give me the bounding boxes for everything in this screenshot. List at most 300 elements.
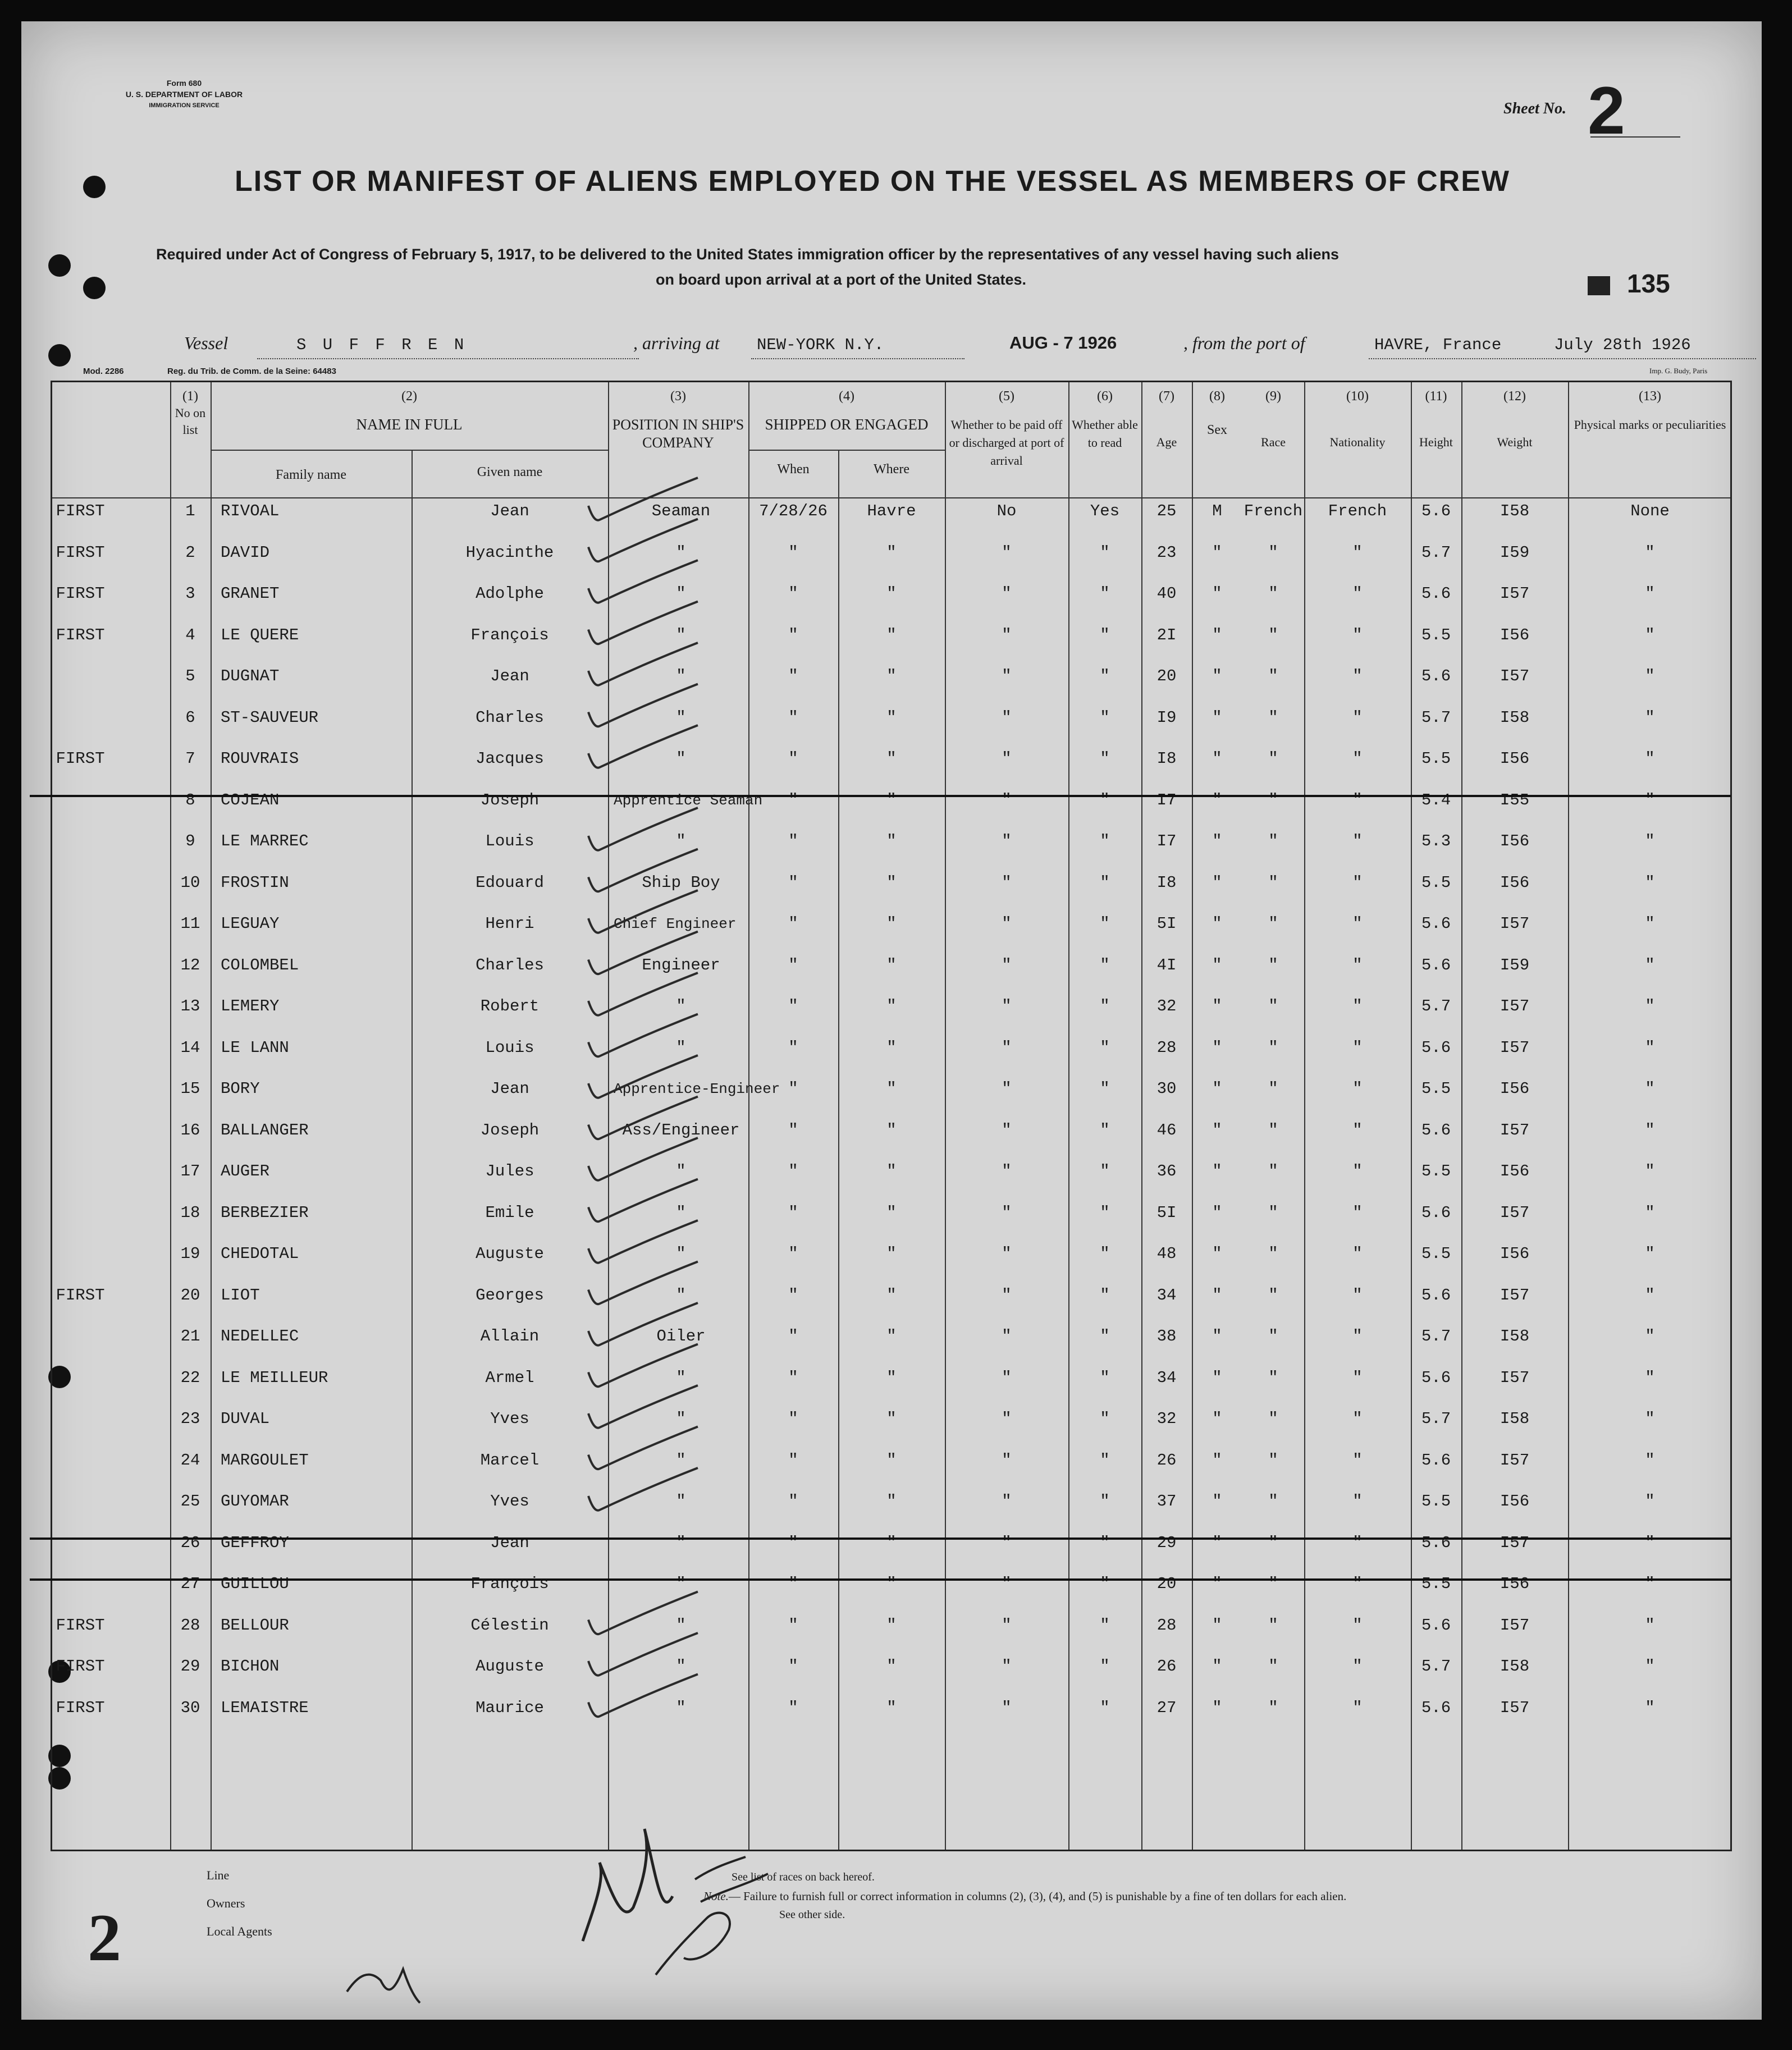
nationality: " [1352,1038,1363,1057]
list-number: 27 [180,1575,200,1593]
age: 34 [1156,1368,1177,1387]
race: " [1268,955,1278,974]
sex: " [1212,1698,1222,1717]
col12-label: Weight [1497,435,1533,449]
race: " [1268,1492,1278,1511]
sex: " [1212,1120,1222,1140]
col-divider [412,450,413,1850]
sex: " [1212,873,1222,892]
col6-label: Whether able to read [1072,418,1138,450]
col10-number: (10) [1346,389,1369,404]
able-to-read: " [1100,1079,1110,1098]
first-class-mark [30,1325,131,1348]
age: 36 [1156,1162,1177,1180]
able-to-read: " [1100,749,1110,768]
family-name: ROUVRAIS [221,749,299,768]
col-divider [838,450,839,1850]
nationality: " [1352,625,1363,644]
family-name: GUYOMAR [221,1492,289,1511]
physical-marks: " [1645,1616,1655,1635]
paid-off: " [1002,1038,1012,1057]
position: " [676,1698,686,1717]
paid-off: " [1002,790,1012,809]
col4-header [748,388,945,433]
paid-off: " [1002,1120,1012,1140]
arrival-date-stamp: AUG - 7 1926 [1009,333,1117,353]
height: 5.6 [1421,914,1451,933]
handwritten-signature [560,1795,796,2008]
age: 40 [1156,584,1177,603]
height: 5.6 [1421,1368,1451,1387]
shipped-when: " [788,1038,798,1057]
weight: I58 [1500,1327,1530,1346]
sex: " [1212,832,1222,850]
col7-number: (7) [1159,389,1174,404]
list-number: 25 [180,1492,200,1511]
family-name: BALLANGER [221,1120,309,1140]
given-name: Marcel [480,1450,540,1470]
col1-number: (1) [182,389,198,404]
first-class-mark: FIRST [56,1657,105,1676]
given-name: Edouard [476,873,544,892]
shipped-where: " [886,1038,897,1057]
sex: " [1212,1616,1222,1635]
shipped-where: " [886,1244,897,1263]
height: 5.6 [1421,1038,1451,1057]
physical-marks: " [1645,1410,1655,1428]
list-number: 11 [180,914,200,933]
given-name-header: Given name [477,465,543,479]
paid-off: " [1002,1575,1012,1593]
able-to-read: " [1100,667,1110,685]
family-name: LIOT [221,1285,260,1305]
col11-number: (11) [1425,389,1447,404]
punch-hole [83,277,106,299]
able-to-read: " [1100,1327,1110,1346]
height: 5.5 [1421,1244,1451,1263]
family-name: DAVID [221,543,270,562]
header-divider [211,450,608,451]
age: 37 [1156,1492,1177,1511]
list-number: 6 [185,708,195,727]
shipped-when: " [788,1244,798,1263]
weight: I57 [1500,584,1530,603]
list-number: 5 [185,667,195,685]
sheet-number-underline [1590,136,1680,138]
nationality: French [1328,502,1387,520]
race: " [1268,1616,1278,1635]
height: 5.6 [1421,1450,1451,1470]
col2-label: NAME IN FULL [356,416,463,433]
age: 32 [1156,1410,1177,1428]
age: 48 [1156,1244,1177,1263]
family-name: LE LANN [221,1038,289,1057]
family-name: DUVAL [221,1410,270,1428]
able-to-read: " [1100,790,1110,809]
height: 5.6 [1421,667,1451,685]
sex: " [1212,1327,1222,1346]
first-class-mark: FIRST [56,1698,105,1717]
shipped-when: " [788,832,798,850]
nationality: " [1352,667,1363,685]
shipped-when: " [788,667,798,685]
sex: " [1212,1410,1222,1428]
height: 5.6 [1421,1616,1451,1635]
first-class-mark [30,1078,131,1100]
weight: I56 [1500,625,1530,644]
first-class-mark [30,1243,131,1265]
weight: I57 [1500,1533,1530,1552]
position: " [676,667,686,685]
given-name: Jean [490,667,529,685]
paid-off: " [1002,708,1012,727]
sex: " [1212,790,1222,809]
col1-header [170,388,211,438]
nationality: " [1352,1120,1363,1140]
physical-marks: " [1645,914,1655,933]
nationality: " [1352,1079,1363,1098]
age: 32 [1156,997,1177,1015]
shipped-when: " [788,955,798,974]
sheet-label: Sheet No. [1503,100,1566,117]
height: 5.7 [1421,1657,1451,1676]
family-name: LEMAISTRE [221,1698,309,1717]
shipped-where: " [886,1327,897,1346]
race: " [1268,1038,1278,1057]
first-class-mark [30,707,131,729]
col5-label: Whether to be paid off or discharged at port of arrival [949,418,1064,468]
shipped-where: " [886,543,897,562]
weight: I58 [1500,1657,1530,1676]
col-divider [211,382,212,1850]
paid-off: " [1002,667,1012,685]
height: 5.6 [1421,955,1451,974]
given-name: Robert [480,997,540,1015]
able-to-read: " [1100,1450,1110,1470]
physical-marks: " [1645,749,1655,768]
first-class-mark: FIRST [56,502,105,520]
family-name: DUGNAT [221,667,280,685]
sex: " [1212,543,1222,562]
sex: " [1212,1285,1222,1305]
shipped-when: " [788,1368,798,1387]
sex: " [1212,997,1222,1015]
shipped-when: " [788,625,798,644]
sex: " [1212,708,1222,727]
position: " [676,1162,686,1180]
able-to-read: " [1100,1038,1110,1057]
able-to-read: " [1100,1285,1110,1305]
family-name: RIVOAL [221,502,280,520]
given-name: Yves [490,1492,529,1511]
able-to-read: Yes [1090,502,1120,520]
given-name: Georges [476,1285,544,1305]
physical-marks: " [1645,1162,1655,1180]
able-to-read: " [1100,914,1110,933]
shipped-when: " [788,1327,798,1346]
height: 5.7 [1421,1410,1451,1428]
list-number: 21 [180,1327,200,1346]
paid-off: " [1002,1533,1012,1552]
fine-note [703,1889,1346,1903]
position: " [676,1368,686,1387]
note-label: Note. [703,1889,729,1903]
paid-off: " [1002,914,1012,933]
weight: I57 [1500,1038,1530,1057]
family-name: LEGUAY [221,914,280,933]
race: " [1268,584,1278,603]
weight: I57 [1500,1698,1530,1717]
nationality: " [1352,543,1363,562]
paid-off: " [1002,1162,1012,1180]
col12-header [1461,388,1568,451]
list-number: 7 [185,749,195,768]
sex: " [1212,1244,1222,1263]
physical-marks: " [1645,584,1655,603]
paid-off: " [1002,1327,1012,1346]
nationality: " [1352,1162,1363,1180]
physical-marks: " [1645,1657,1655,1676]
strike-through-line [30,795,1731,797]
family-name: ST-SAUVEUR [221,708,319,727]
list-number: 20 [180,1285,200,1305]
able-to-read: " [1100,1244,1110,1263]
paid-off: " [1002,1450,1012,1470]
paid-off: " [1002,1657,1012,1676]
first-class-mark [30,1367,131,1389]
first-class-mark [30,1160,131,1183]
able-to-read: " [1100,1657,1110,1676]
shipped-where: " [886,708,897,727]
races-note: See list of races on back hereof. [732,1871,875,1883]
age: 2I [1156,625,1177,644]
nationality: " [1352,873,1363,892]
col13-number: (13) [1639,389,1661,404]
col11-label: Height [1419,435,1453,449]
height: 5.5 [1421,873,1451,892]
race: " [1268,997,1278,1015]
col8-number: (8) [1209,389,1225,404]
paid-off: " [1002,832,1012,850]
sheet-number: 2 [1588,73,1625,148]
physical-marks: " [1645,1120,1655,1140]
age: I8 [1156,749,1177,768]
list-number: 2 [185,543,195,562]
given-name: Charles [476,708,544,727]
height: 5.6 [1421,502,1451,520]
shipped-where: " [886,1533,897,1552]
paid-off: " [1002,1410,1012,1428]
weight: I56 [1500,1575,1530,1593]
position: " [676,1450,686,1470]
physical-marks: " [1645,997,1655,1015]
list-number: 26 [180,1533,200,1552]
shipped-where: " [886,1450,897,1470]
shipped-when: " [788,1657,798,1676]
position: " [676,543,686,562]
given-name: Hyacinthe [465,543,554,562]
manifest-sheet [21,21,1762,2020]
physical-marks: " [1645,667,1655,685]
race: " [1268,625,1278,644]
family-name-header: Family name [276,468,346,482]
col4-number: (4) [839,389,854,404]
nationality: " [1352,914,1363,933]
col7-label: Age [1156,435,1177,449]
where-header: Where [874,462,909,477]
shipped-when: " [788,1079,798,1098]
col2-header [211,388,608,433]
given-name: Emile [485,1203,534,1222]
weight: I57 [1500,914,1530,933]
col3-label: POSITION IN SHIP'S COMPANY [612,417,744,451]
race: " [1268,1203,1278,1222]
first-class-mark [30,1490,131,1513]
position: Engineer [642,955,720,974]
race: " [1268,1162,1278,1180]
position: " [676,1410,686,1428]
shipped-when: " [788,1120,798,1140]
able-to-read: " [1100,1698,1110,1717]
age: 29 [1156,1533,1177,1552]
height: 5.7 [1421,1327,1451,1346]
sex: " [1212,625,1222,644]
shipped-when: " [788,873,798,892]
physical-marks: " [1645,1368,1655,1387]
position: " [676,584,686,603]
weight: I56 [1500,873,1530,892]
sex: " [1212,1450,1222,1470]
race: " [1268,543,1278,562]
shipped-where: " [886,1203,897,1222]
header-divider [748,450,945,451]
paid-off: " [1002,749,1012,768]
shipped-where: " [886,584,897,603]
height: 5.5 [1421,625,1451,644]
race: " [1268,1079,1278,1098]
note-text: — Failure to furnish full or correct information in columns (2), (3), (4), and (5) is punishable by a fine of ten dollars for each alien. [728,1889,1347,1903]
list-number: 29 [180,1657,200,1676]
position: " [676,625,686,644]
sex: " [1212,749,1222,768]
subtitle-line2: on board upon arrival at a port of the United States. [656,271,1027,288]
list-number: 13 [180,997,200,1015]
handwritten-mark [336,1947,448,2014]
age: I7 [1156,790,1177,809]
nationality: " [1352,1244,1363,1263]
stamp-mark-icon [1588,276,1610,295]
when-header: When [777,462,810,477]
sex: " [1212,1368,1222,1387]
physical-marks: " [1645,955,1655,974]
given-name: Auguste [476,1657,544,1676]
local-agents-label: Local Agents [207,1924,272,1938]
age: 20 [1156,1575,1177,1593]
list-number: 14 [180,1038,200,1057]
age: 23 [1156,543,1177,562]
shipped-where: " [886,1079,897,1098]
first-class-mark: FIRST [56,543,105,562]
shipped-when: " [788,914,798,933]
height: 5.6 [1421,1698,1451,1717]
shipped-where: " [886,1698,897,1717]
height: 5.4 [1421,790,1451,809]
position: Oiler [656,1327,706,1346]
subtitle-line1: Required under Act of Congress of February 5, 1917, to be delivered to the United States immigration officer by the representatives of any vessel having such aliens [156,246,1340,263]
first-class-mark [30,1408,131,1430]
able-to-read: " [1100,625,1110,644]
first-class-mark: FIRST [56,749,105,768]
able-to-read: " [1100,1492,1110,1511]
shipped-where: " [886,1575,897,1593]
sex: " [1212,1079,1222,1098]
physical-marks: " [1645,1244,1655,1263]
age: 34 [1156,1285,1177,1305]
race: " [1268,1533,1278,1552]
shipped-where: " [886,749,897,768]
race: " [1268,832,1278,850]
physical-marks: " [1645,708,1655,727]
position: " [676,1038,686,1057]
given-name: Jean [490,502,529,520]
list-number: 23 [180,1410,200,1428]
list-number: 1 [185,502,195,520]
col-divider [608,382,609,1850]
given-name: Maurice [476,1698,544,1717]
sex: " [1212,667,1222,685]
list-number: 22 [180,1368,200,1387]
sex: M [1212,502,1222,520]
weight: I55 [1500,790,1530,809]
able-to-read: " [1100,708,1110,727]
weight: I58 [1500,708,1530,727]
age: 5I [1156,1203,1177,1222]
given-name: Henri [485,914,534,933]
first-class-mark [30,954,131,977]
nationality: " [1352,1285,1363,1305]
height: 5.5 [1421,1575,1451,1593]
shipped-where: " [886,1410,897,1428]
paid-off: " [1002,1244,1012,1263]
nationality: " [1352,790,1363,809]
first-class-mark [30,830,131,853]
punch-hole [48,254,71,277]
able-to-read: " [1100,1203,1110,1222]
family-name: BORY [221,1079,260,1098]
race: " [1268,1120,1278,1140]
family-name: LE MEILLEUR [221,1368,328,1387]
age: I9 [1156,708,1177,727]
shipped-when: " [788,1450,798,1470]
family-name: LE MARREC [221,832,309,850]
list-number: 24 [180,1450,200,1470]
given-name: Allain [480,1327,540,1346]
race: " [1268,873,1278,892]
physical-marks: " [1645,625,1655,644]
family-name: COJEAN [221,790,280,809]
able-to-read: " [1100,1616,1110,1635]
height: 5.6 [1421,1120,1451,1140]
list-number: 3 [185,584,195,603]
shipped-when: " [788,1162,798,1180]
weight: I59 [1500,955,1530,974]
position: Apprentice Seaman [614,791,763,809]
physical-marks: " [1645,1698,1655,1717]
paid-off: " [1002,1492,1012,1511]
col10-header [1304,388,1411,451]
age: 28 [1156,1616,1177,1635]
given-name: Jules [485,1162,534,1180]
